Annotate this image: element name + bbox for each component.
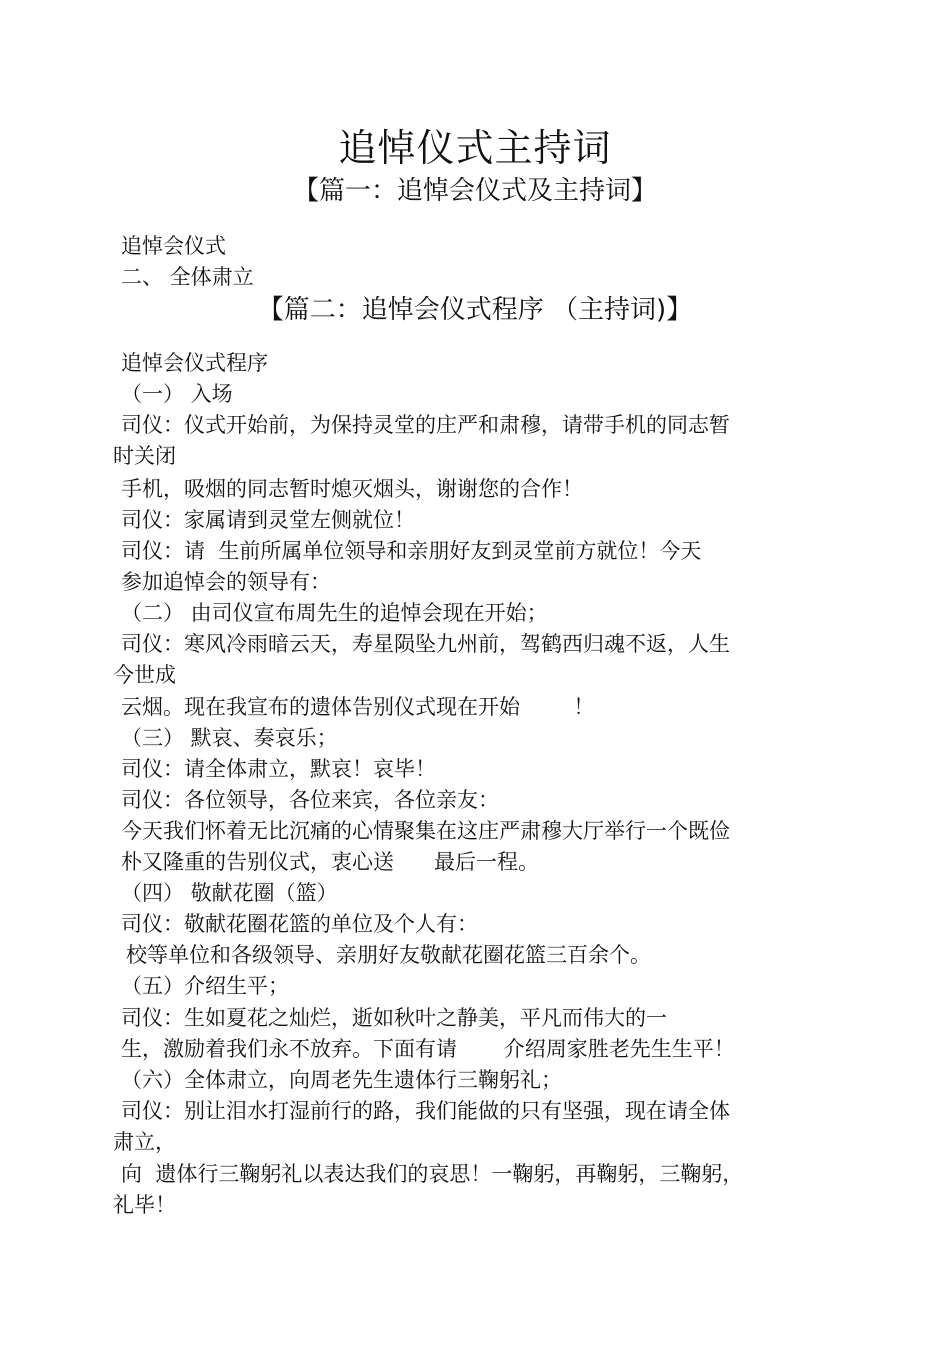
text-line: （三） 默哀、奏哀乐； [121,726,338,750]
text-line: （六）全体肃立，向周老先生遗体行三鞠躬礼； [121,1068,562,1092]
text-line: 礼毕！ [113,1193,176,1217]
text-line: 向 遗体行三鞠躬礼以表达我们的哀思！一鞠躬，再鞠躬，三鞠躬， [121,1162,744,1186]
text-line: 今世成 [113,663,176,687]
text-line: 校等单位和各级领导、亲朋好友敬献花圈花篮三百余个。 [126,943,651,967]
text-line: 司仪：寒风冷雨暗云天，寿星陨坠九州前，驾鹤西归魂不返，人生 [121,632,730,656]
text-line: 肃立， [113,1130,176,1154]
document-title: 追悼仪式主持词 [338,126,612,170]
text-line: （四） 敬献花圈（篮） [121,881,338,905]
text-line: 二、 全体肃立 [121,265,254,289]
text-line: 云烟。现在我宣布的遗体告别仪式现在开始 ！ [121,695,595,719]
text-line: 手机，吸烟的同志暂时熄灭烟头，谢谢您的合作！ [121,477,583,501]
text-line: 司仪：敬献花圈花篮的单位及个人有： [121,912,478,936]
text-line: 司仪：仪式开始前，为保持灵堂的庄严和肃穆，请带手机的同志暂 [121,413,730,437]
text-line: （二） 由司仪宣布周先生的追悼会现在开始； [121,601,548,625]
text-line: 时关闭 [113,444,176,468]
text-line: 司仪：家属请到灵堂左侧就位！ [121,508,415,532]
section-1-heading: 【篇一：追悼会仪式及主持词】 [292,176,657,206]
text-line: 司仪：生如夏花之灿烂，逝如秋叶之静美，平凡而伟大的一 [121,1006,667,1030]
text-line: 司仪：请 生前所属单位领导和亲朋好友到灵堂前方就位！今天 [121,539,702,563]
text-line: 追悼会仪式 [121,234,226,258]
text-line: （五）介绍生平； [121,974,289,998]
text-line: 司仪：别让泪水打湿前行的路，我们能做的只有坚强，现在请全体 [121,1099,730,1123]
section-2-heading: 【篇二：追悼会仪式程序 （主持词)】 [257,295,693,325]
text-line: 参加追悼会的领导有： [121,570,331,594]
text-line: 今天我们怀着无比沉痛的心情聚集在这庄严肃穆大厅举行一个既俭 [121,819,730,843]
text-line: 生，激励着我们永不放弃。下面有请 介绍周家胜老先生生平！ [121,1037,735,1061]
text-line: 司仪：各位领导，各位来宾，各位亲友： [121,788,499,812]
text-line: （一） 入场 [121,382,233,406]
text-line: 司仪：请全体肃立，默哀！哀毕！ [121,757,436,781]
text-line: 追悼会仪式程序 [121,351,268,375]
text-line: 朴又隆重的告别仪式，衷心送 最后一程。 [121,850,540,874]
